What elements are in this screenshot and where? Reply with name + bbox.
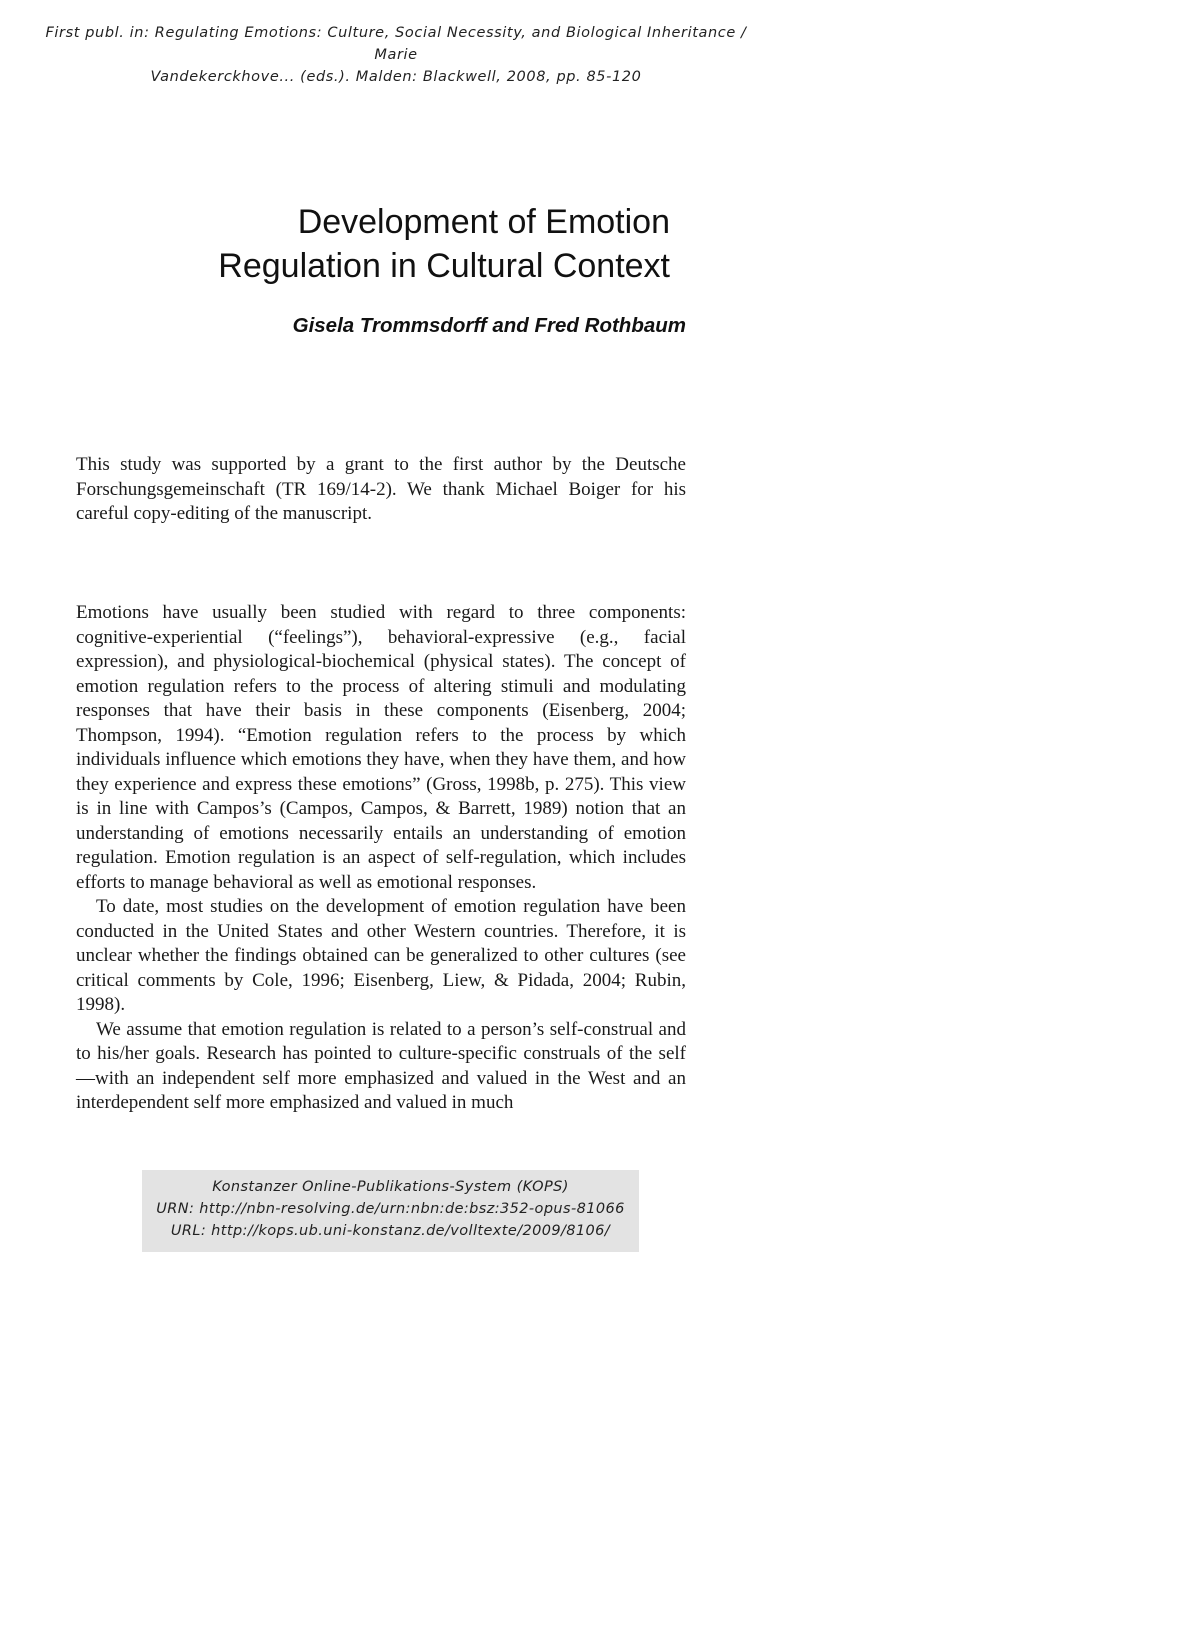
kops-title: Konstanzer Online-Publikations-System (KOPS) (212, 1179, 569, 1195)
citation-line-2: Vandekerckhove... (eds.). Malden: Blackwell, 2008, pp. 85-120 (150, 69, 642, 85)
paragraph: Emotions have usually been studied with regard to three components: cognitive-experiential (“feelings”), behavioral-expressive (e.g., facial expression), and physiological-biochemical (physical states). The concept of emotion regulation refers to the process of altering stimuli and modulating responses that have their basis in these components (Eisenberg, 2004; Thompson, 1994). “Emotion regulation refers to the process by which individuals influence which emotions they have, when they have them, and how they experience and express these emotions” (Gross, 1998b, p. 275). This view is in line with Campos’s (Campos, Campos, & Barrett, 1989) notion that an understanding of emotions necessarily entails an understanding of emotion regulation. Emotion regulation is an aspect of self-regulation, which includes efforts to manage behavioral as well as emotional responses. (76, 602, 686, 893)
paragraph: To date, most studies on the development of emotion regulation have been conducted in the United States and other Western countries. Therefore, it is unclear whether the findings obtained can be generalized to other cultures (see critical comments by Cole, 1996; Eisenberg, Liew, & Pidada, 2004; Rubin, 1998). (76, 896, 686, 1015)
authors: Gisela Trommsdorff and Fred Rothbaum (292, 314, 686, 337)
paragraph: We assume that emotion regulation is related to a person’s self-construal and to his/her goals. Research has pointed to culture-specific construals of the self—with an independent self more emphasized and valued in the West and an interdependent self more emphasized and valued in much (76, 1018, 686, 1113)
title-line-2: Regulation in Cultural Context (218, 247, 670, 285)
publication-citation (36, 22, 756, 88)
acknowledgment-note: This study was supported by a grant to the first author by the Deutsche Forschungsgemeinschaft (TR 169/14-2). We thank Michael Boiger for his careful copy-editing of the manuscript. (76, 454, 686, 524)
kops-url: URL: http://kops.ub.uni-konstanz.de/volltexte/2009/8106/ (170, 1223, 611, 1239)
kops-repository-box (142, 1170, 639, 1252)
chapter-title (140, 200, 670, 288)
body-text (76, 601, 686, 1116)
kops-urn: URN: http://nbn-resolving.de/urn:nbn:de:bsz:352-opus-81066 (156, 1201, 625, 1217)
title-line-1: Development of Emotion (297, 203, 670, 241)
citation-line-1: First publ. in: Regulating Emotions: Culture, Social Necessity, and Biological Inheritance / Marie (45, 25, 747, 63)
